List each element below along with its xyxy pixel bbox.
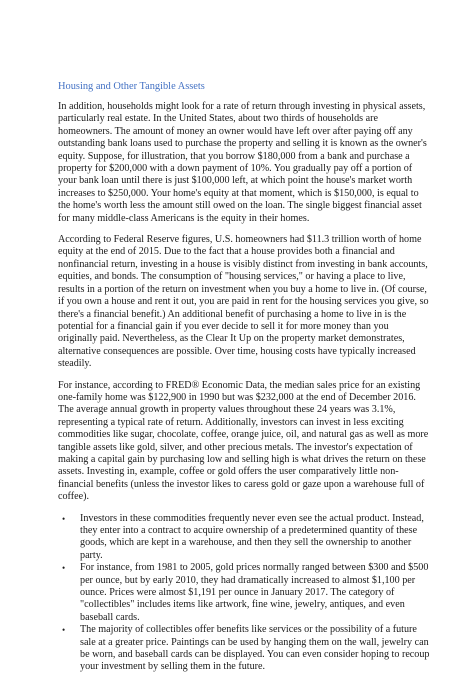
bullet-list xyxy=(58,513,430,674)
list-item-text: The majority of collectibles offer benefits like services or the possibility of a future sale at a greater price. Paintings can be used by hanging them on the wall, jewelry can be worn, and baseball cards can be displayed. You can even consider hoping to recoup your investment by selling them in the future. xyxy=(80,624,430,673)
list-item-text: Investors in these commodities frequently never even see the actual product. Instead, they enter into a contract to acquire ownership of a predetermined quantity of these goods, which are kept in a warehouse, and then they sell the ownership to another party. xyxy=(80,512,424,561)
list-item xyxy=(58,624,430,674)
document-page xyxy=(58,80,430,674)
paragraph-3: For instance, according to FRED® Economic Data, the median sales price for an existing one-family home was $122,900 in 1990 but was $232,000 at the end of December 2016. The average annual growth in property values throughout these 24 years was 3.1%, representing a typical rate of return. Additionally, investors can invest in less exciting commodities like sugar, chocolate, coffee, orange juice, oil, and natural gas as well as more tangible assets like gold, silver, and other precious metals. The investor's expectation of making a capital gain by purchasing low and selling high is what drives the return on these assets. Investing in, example, coffee or gold offers the user comparatively little non-financial benefits (unless the investor likes to caress gold or gaze upon a warehouse full of coffee). xyxy=(58,379,429,503)
bullet-icon: • xyxy=(62,563,66,574)
section-heading: Housing and Other Tangible Assets xyxy=(58,81,205,92)
list-item xyxy=(58,562,430,624)
bullet-icon: • xyxy=(62,513,66,524)
paragraph-2: According to Federal Reserve figures, U.S. homeowners had $11.3 trillion worth of home equity at the end of 2015. Due to the fact that a house provides both a financial and nonfinancial return, investing in a house is visibly distinct from investing in bank accounts, equities, and bonds. The consumption of "housing services," or having a place to live, results in a portion of the return on investment when you buy a home to live in. (Of course, if you own a house and rent it out, you are paid in rent for the housing services you give, so there's a financial benefit.) An additional benefit of purchasing a home to live in is the potential for a financial gain if you ever decide to sell it for more money than you originally paid. Nevertheless, as the Clear It Up on the property market demonstrates, alternative consequences are possible. Over time, housing costs have typically increased steadily. xyxy=(58,234,429,370)
list-item xyxy=(58,513,430,563)
paragraph-1: In addition, households might look for a rate of return through investing in physical assets, particularly real estate. In the United States, about two thirds of households are homeowners. The amount of money an owner would have left over after paying off any outstanding bank loans used to purchase the property and selling it is known as the owner's equity. Suppose, for illustration, that you borrow $180,000 from a bank and purchase a property for $200,000 with a down payment of 10%. You gradually pay off a portion of your bank loan until there is just $100,000 left, at which point the house's market worth increases to $250,000. Your home's equity at that moment, which is $150,000, is equal to the home's worth less the amount still owed on the loan. The single biggest financial asset for many middle-class Americans is the equity in their homes. xyxy=(58,101,427,224)
list-item-text: For instance, from 1981 to 2005, gold prices normally ranged between $300 and $500 per ounce, but by early 2010, they had dramatically increased to almost $1,100 per ounce. Prices were almost $1,191 per ounce in January 2017. The category of "collectibles" includes items like artwork, fine wine, jewelry, antiques, and even baseball cards. xyxy=(80,562,429,623)
bullet-icon: • xyxy=(62,625,66,636)
